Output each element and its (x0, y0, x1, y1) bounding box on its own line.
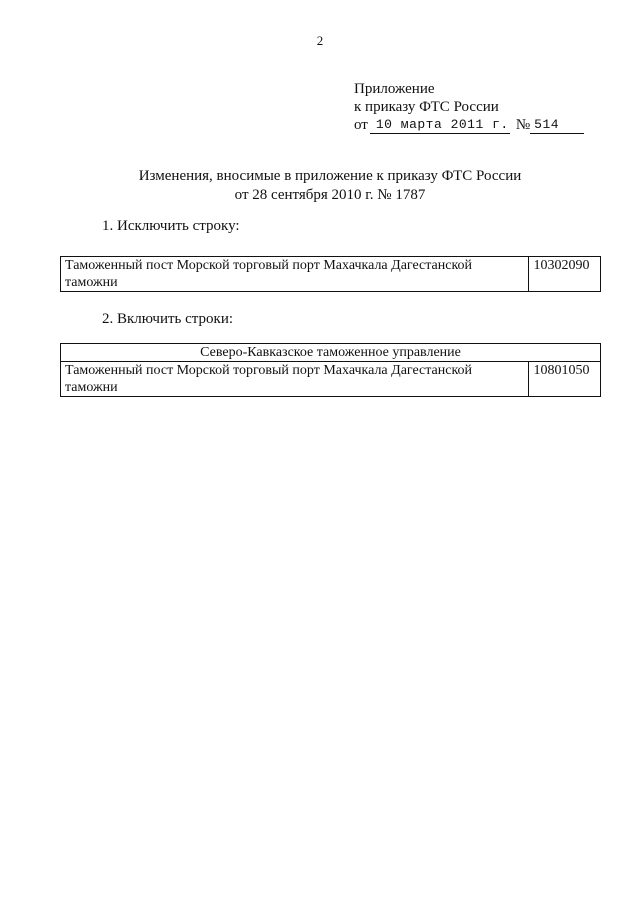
document-title (0, 167, 640, 205)
section-2-heading: 2. Включить строки: (102, 311, 234, 327)
appendix-order-ref: к приказу ФТС России (354, 99, 499, 115)
section-1-heading: 1. Исключить строку: (102, 218, 240, 234)
table-row (61, 344, 601, 362)
date-prefix: от (354, 117, 368, 133)
appendix-title: Приложение (354, 81, 435, 97)
include-table (60, 343, 601, 397)
customs-post-code: 10302090 (529, 257, 601, 292)
customs-post-name (61, 257, 529, 292)
region-header: Северо-Кавказское таможенное управление (61, 344, 601, 362)
customs-post-name-line-2: таможни (65, 275, 118, 290)
customs-post-code: 10801050 (529, 362, 601, 397)
page-number: 2 (316, 33, 324, 48)
customs-post-name-line-1: Таможенный пост Морской торговый порт Махачкала Дагестанской (65, 363, 473, 378)
appendix-date-number-line (354, 116, 594, 134)
appendix-block (354, 80, 594, 134)
table-row (61, 362, 601, 397)
customs-post-name-line-2: таможни (65, 380, 118, 395)
customs-post-name-line-1: Таможенный пост Морской торговый порт Махачкала Дагестанской (65, 258, 473, 273)
customs-post-name (61, 362, 529, 397)
order-date: 10 марта 2011 г. (370, 117, 510, 134)
document-title-line-1: Изменения, вносимые в приложение к приказу ФТС России (138, 168, 522, 184)
document-title-line-2: от 28 сентября 2010 г. № 1787 (234, 187, 426, 203)
order-number: 514 (530, 117, 584, 134)
table-row (61, 257, 601, 292)
exclude-table (60, 256, 601, 292)
number-sign: № (515, 117, 531, 133)
